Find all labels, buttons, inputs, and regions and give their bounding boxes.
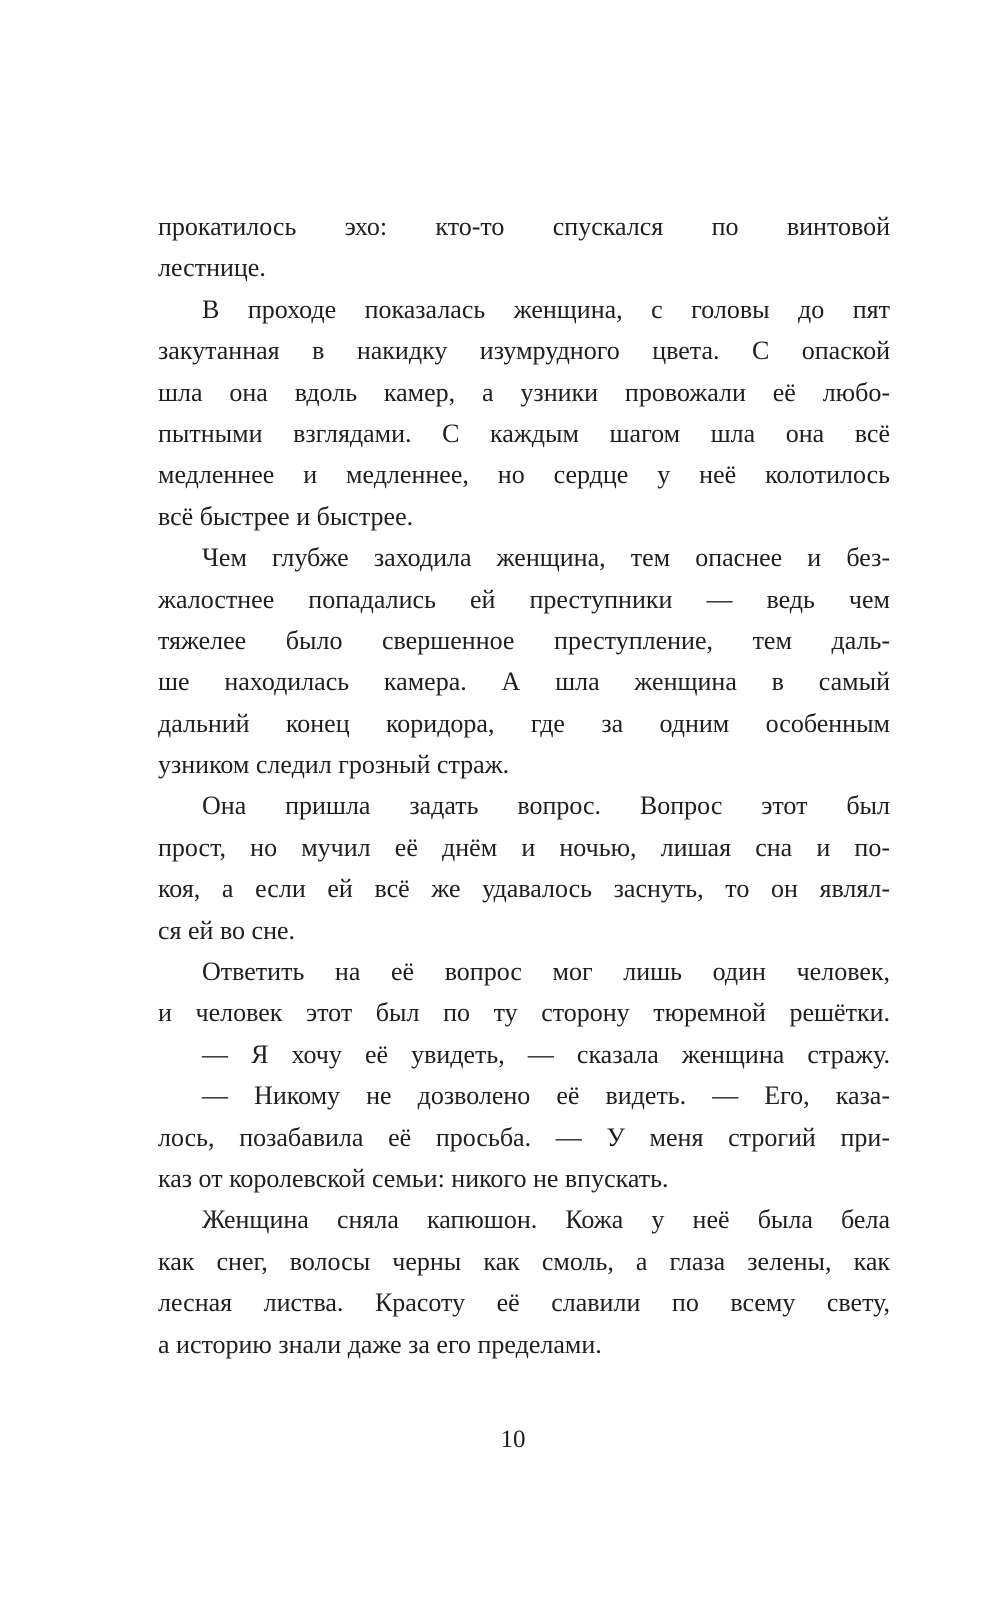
text-line: лестнице. [158,253,266,283]
text-line: тяжелее было свершенное преступление, тем даль- [158,625,890,655]
text-line: — Я хочу её увидеть, — сказала женщина стражу. [202,1039,890,1069]
text-line: и человек этот был по ту сторону тюремной решётки. [158,998,890,1028]
text-line: Женщина сняла капюшон. Кожа у неё была бела [202,1205,890,1235]
text-line: как снег, волосы черны как смоль, а глаза зелены, как [158,1246,890,1276]
text-line: Ответить на её вопрос мог лишь один человек, [202,957,890,987]
text-line: жалостнее попадались ей преступники — ведь чем [158,584,890,614]
text-line: В проходе показалась женщина, с головы до пят [202,294,890,324]
text-line: закутанная в накидку изумрудного цвета. С опаской [158,336,890,366]
text-line: прокатилось эхо: кто-то спускался по винтовой [158,212,890,241]
text-line: шла она вдоль камер, а узники провожали её любо- [158,377,890,407]
text-line: прост, но мучил её днём и ночью, лишая сна и по- [158,832,890,862]
text-line: каз от королевской семьи: никого не впускать. [158,1163,669,1193]
text-line: коя, а если ей всё же удавалось заснуть, то он являл- [158,874,890,904]
text-line: — Никому не дозволено её видеть. — Его, каза- [202,1081,890,1111]
text-line: медленнее и медленнее, но сердце у неё колотилось [158,460,890,490]
text-line: лесная листва. Красоту её славили по всему свету, [158,1288,890,1318]
text-line: пытными взглядами. С каждым шагом шла она всё [158,418,890,448]
text-line: узником следил грозный страж. [158,750,510,780]
text-block [158,206,890,1365]
text-line: ше находилась камера. А шла женщина в самый [158,667,890,697]
text-line: а историю знали даже за его пределами. [158,1329,602,1359]
text-line: дальний конец коридора, где за одним особенным [158,708,890,738]
text-line: Она пришла задать вопрос. Вопрос этот был [202,791,890,821]
text-line: Чем глубже заходила женщина, тем опаснее и без- [202,543,890,573]
text-line: ся ей во сне. [158,915,296,945]
page-number: 10 [500,1426,526,1453]
text-line: всё быстрее и быстрее. [158,501,414,531]
text-line: лось, позабавила её просьба. — У меня строгий при- [158,1122,890,1152]
